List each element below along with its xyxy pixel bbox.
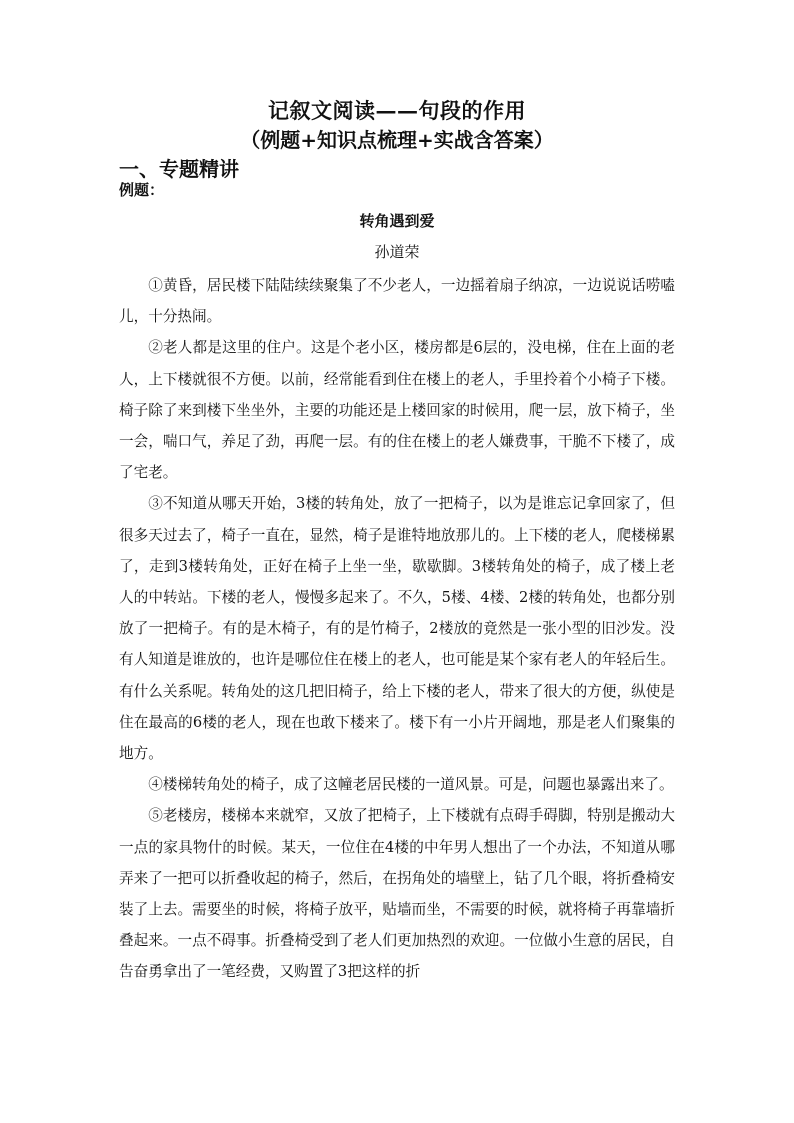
article-paragraph-2: ②老人都是这里的住户。这是个老小区，楼房都是6层的，没电梯，住在上面的老人，上下楼就很不方便。以前，经常能看到住在楼上的老人，手里拎着个小椅子下楼。椅子除了来到楼下坐坐外，主要的功能还是上楼回家的时候用，爬一层，放下椅子，坐一会，喘口气，养足了劲，再爬一层。有的住在楼上的老人嫌费事，干脆不下楼了，成了宅老。 — [119, 339, 675, 482]
article-paragraph-5: ⑤老楼房，楼梯本来就窄，又放了把椅子，上下楼就有点碍手碍脚，特别是搬动大一点的家具物什的时候。某天，一位住在4楼的中年男人想出了一个办法，不知道从哪弄来了一把可以折叠收起的椅子，然后，在拐角处的墙壁上，钻了几个眼，将折叠椅安装了上去。需要坐的时候，将椅子放平，贴墙而坐，不需要的时候，就将椅子再靠墙折叠起来。一点不碍事。折叠椅受到了老人们更加热烈的欢迎。一位做小生意的居民，自告奋勇拿出了一笔经费，又购置了3把这样的折 — [119, 807, 675, 981]
document-title: 记叙文阅读——句段的作用 — [268, 98, 526, 123]
article-body — [119, 270, 675, 988]
article-paragraph-1: ①黄昏，居民楼下陆陆续续聚集了不少老人，一边摇着扇子纳凉，一边说说话唠嗑儿，十分热闹。 — [119, 277, 675, 326]
article-paragraph-3: ③不知道从哪天开始，3楼的转角处，放了一把椅子，以为是谁忘记拿回家了，但很多天过去了，椅子一直在，显然，椅子是谁特地放那儿的。上下楼的老人，爬楼梯累了，走到3楼转角处，正好在椅子上坐一坐，歇歇脚。3楼转角处的椅子，成了楼上老人的中转站。下楼的老人，慢慢多起来了。不久，5楼、4楼、2楼的转角处，也都分别放了一把椅子。有的是木椅子，有的是竹椅子，2楼放的竟然是一张小型的旧沙发。没有人知道是谁放的，也许是哪位住在楼上的老人，也可能是某个家有老人的年轻后生。有什么关系呢。转角处的这几把旧椅子，给上下楼的老人，带来了很大的方便，纵使是住在最高的6楼的老人，现在也敢下楼来了。楼下有一小片开阔地，那是老人们聚集的地方。 — [119, 495, 675, 763]
article-title: 转角遇到爱 — [359, 212, 435, 230]
section-heading: 一、专题精讲 — [119, 157, 239, 181]
example-label: 例题： — [119, 181, 165, 199]
article-author: 孙道荣 — [374, 243, 420, 261]
article-paragraph-4: ④楼梯转角处的椅子，成了这幢老居民楼的一道风景。可是，问题也暴露出来了。 — [148, 776, 674, 794]
document-subtitle: （例题+知识点梳理+实战含答案） — [240, 128, 554, 152]
